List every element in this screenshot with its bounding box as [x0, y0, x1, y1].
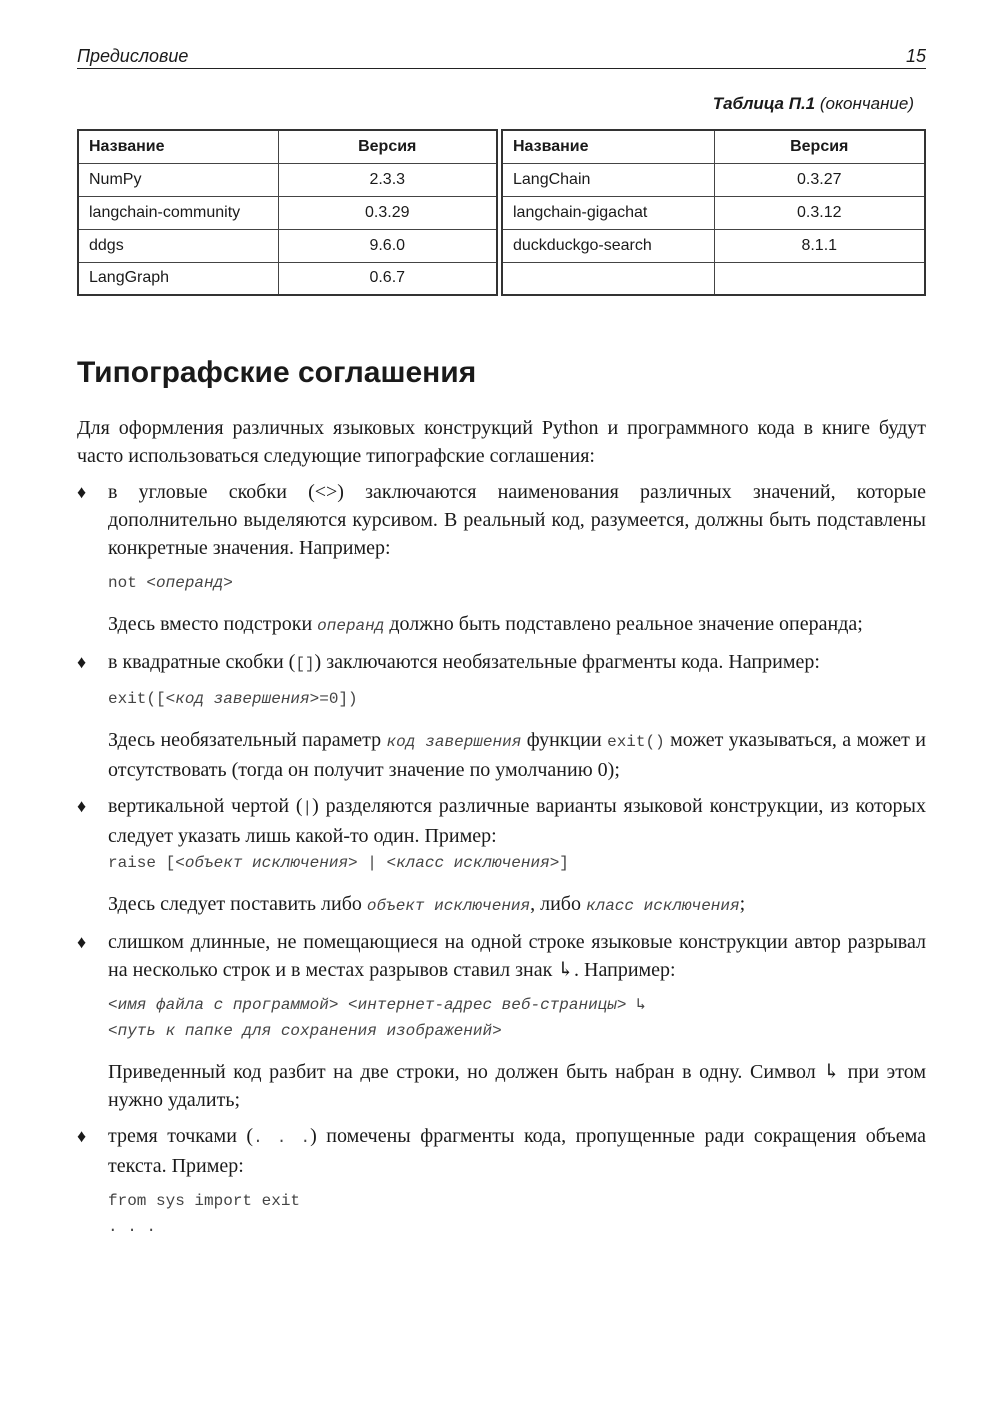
bullet-note: [77, 610, 926, 640]
code-placeholder: <операнд>: [146, 574, 233, 592]
inline-code: |: [302, 799, 313, 817]
package-version: 2.3.3: [278, 163, 497, 196]
code-example: [77, 570, 926, 596]
column-header-name: Название: [78, 130, 278, 163]
note-text: Здесь вместо подстроки: [108, 613, 318, 635]
inline-code: []: [295, 655, 315, 673]
code-placeholder-line: <путь к папке для сохранения изображений>: [108, 1022, 502, 1040]
table-header-row: [502, 130, 925, 163]
bullet-note: Приведенный код разбит на две строки, но должен быть набран в одну. Символ ↳ при этом нужно удалить;: [108, 1061, 926, 1111]
code-placeholder: <класс исключения>: [386, 854, 560, 872]
inline-code: . . .: [253, 1129, 311, 1147]
bullet-item-angle-brackets: [77, 478, 926, 562]
bullet-diamond-icon: ♦: [77, 652, 87, 672]
page-number: 15: [905, 46, 926, 66]
bullet-diamond-icon: ♦: [77, 796, 87, 816]
code-example: [77, 1188, 926, 1240]
bullet-diamond-icon: ♦: [77, 482, 87, 502]
table-header-row: [78, 130, 497, 163]
column-header-name: Название: [502, 130, 714, 163]
bullet-diamond-icon: ♦: [77, 1126, 87, 1146]
package-version: [714, 262, 925, 295]
body-text: [77, 414, 926, 1240]
note-text: может указываться, а может и отсутствовать (тогда он получит значение по умолчанию 0);: [108, 729, 926, 781]
bullet-note: [77, 726, 926, 784]
package-name: LangChain: [502, 163, 714, 196]
table-row: [502, 163, 925, 196]
code-placeholder: <код завершения>: [165, 690, 320, 708]
column-header-version: Версия: [278, 130, 497, 163]
versions-table-right: [501, 129, 926, 296]
section-heading: Типографские соглашения: [77, 356, 477, 389]
note-text: Здесь необязательный параметр: [108, 729, 387, 751]
column-header-version: Версия: [714, 130, 925, 163]
intro-paragraph: Для оформления различных языковых конструкций Python и программного кода в книге будут часто использоваться следующие типографские соглашения:: [77, 417, 926, 467]
note-text: функции: [521, 729, 608, 751]
code-placeholder: <объект исключения>: [175, 854, 358, 872]
inline-code: exit(): [607, 733, 665, 751]
package-version: 8.1.1: [714, 229, 925, 262]
table-row: [78, 229, 497, 262]
package-version: 0.3.27: [714, 163, 925, 196]
bullet-text: в квадратные скобки (: [108, 651, 296, 673]
bullet-note: [77, 890, 926, 920]
bullet-item-ellipsis: [77, 1122, 926, 1180]
bullet-diamond-icon: ♦: [77, 932, 87, 952]
versions-tables: [77, 129, 926, 304]
bullet-item-vertical-bar: [77, 792, 926, 850]
note-placeholder: объект исключения: [366, 897, 531, 915]
note-text: Здесь следует поставить либо: [108, 893, 367, 915]
bullet-text: ) помечены фрагменты кода, пропущенные ради сокращения объема текста. Пример:: [108, 1125, 926, 1177]
table-caption-suffix: (окончание): [815, 94, 914, 113]
code-text: not: [108, 574, 147, 592]
bullet-text: в угловые скобки (<>) заключаются наименования различных значений, которые дополнительно выделяются курсивом. В реальный код, разумеется, должны быть подставлены конкретные значения. Например:: [108, 481, 926, 559]
package-version: 0.6.7: [278, 262, 497, 295]
bullet-text: ) заключаются необязательные фрагменты кода. Например:: [314, 651, 820, 673]
package-name: langchain-gigachat: [502, 196, 714, 229]
table-row: [78, 196, 497, 229]
code-text: raise [: [108, 854, 176, 872]
package-name: [502, 262, 714, 295]
package-version: 9.6.0: [278, 229, 497, 262]
note-text: , либо: [530, 893, 586, 915]
code-line: from sys import exit: [108, 1192, 301, 1210]
code-example: [77, 992, 926, 1044]
package-name: ddgs: [78, 229, 278, 262]
package-name: NumPy: [78, 163, 278, 196]
table-row: [78, 163, 497, 196]
code-example: [77, 850, 926, 876]
bullet-item-square-brackets: [77, 648, 926, 678]
code-text: =0]): [319, 690, 358, 708]
section-title: Предисловие: [77, 46, 189, 66]
note-text: ;: [739, 893, 746, 915]
table-caption: [713, 94, 914, 114]
code-example: [77, 686, 926, 712]
bullet-text: ) разделяются различные варианты языковой конструкции, из которых следует указать лишь какой-то один. Пример:: [108, 795, 926, 847]
bullet-text: вертикальной чертой (: [108, 795, 303, 817]
table-row: [502, 229, 925, 262]
note-text: должно быть подставлено реальное значение операнда;: [384, 613, 863, 635]
table-caption-label: Таблица П.1: [712, 94, 816, 113]
package-version: 0.3.29: [278, 196, 497, 229]
versions-table-left: [77, 129, 498, 296]
code-text: ]: [559, 854, 569, 872]
code-text: exit([: [108, 690, 166, 708]
package-name: duckduckgo-search: [502, 229, 714, 262]
table-row: [502, 196, 925, 229]
bullet-item-line-break: [77, 928, 926, 984]
table-row-empty: [502, 262, 925, 295]
bullet-text: тремя точками (: [108, 1125, 254, 1147]
code-line: . . .: [108, 1218, 157, 1236]
code-placeholder-line: <имя файла с программой> <интернет-адрес веб-страницы> ↳: [108, 996, 646, 1014]
code-text: |: [357, 854, 387, 872]
package-name: langchain-community: [78, 196, 278, 229]
table-row: [78, 262, 497, 295]
note-placeholder: класс исключения: [585, 897, 740, 915]
bullet-text: слишком длинные, не помещающиеся на одной строке языковые конструкции автор разрывал на несколько строк и в местах разрывов ставил знак ↳. Например:: [108, 931, 926, 981]
package-version: 0.3.12: [714, 196, 925, 229]
package-name: LangGraph: [78, 262, 278, 295]
running-header: [77, 46, 926, 69]
note-placeholder: код завершения: [386, 733, 522, 751]
note-placeholder: операнд: [317, 617, 385, 635]
